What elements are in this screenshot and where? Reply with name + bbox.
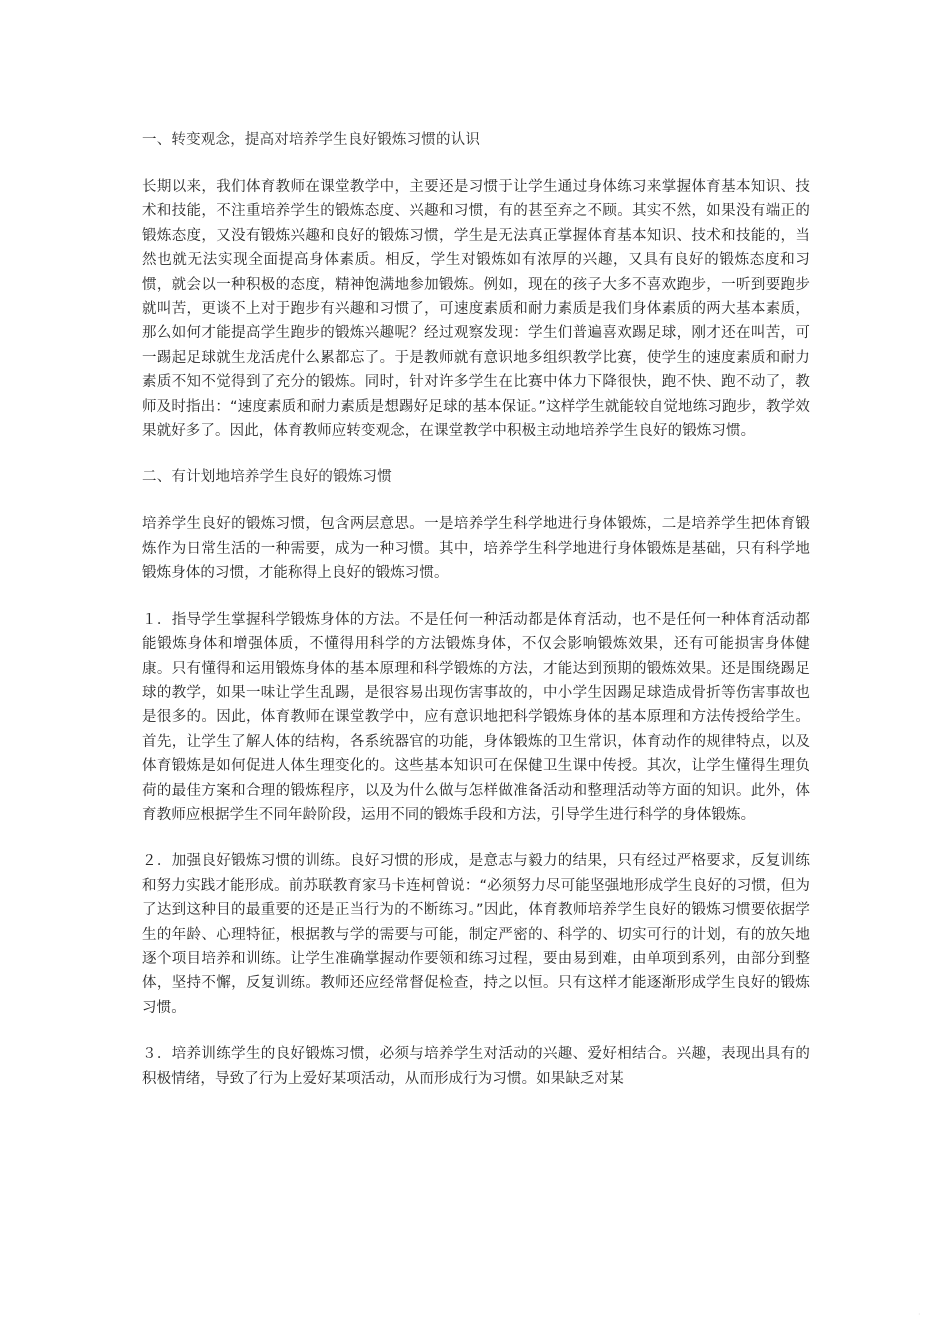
- numbered-item-2: ２．加强良好锻炼习惯的训练。良好习惯的形成，是意志与毅力的结果，只有经过严格要求，反复训练和努力实践才能形成。前苏联教育家马卡连柯曾说：“必须努力尽可能坚强地形成学生良好的习惯，但为了达到这种目的最重要的还是正当行为的不断练习。”因此，体育教师培养学生良好的锻炼习惯要依据学生的年龄、心理特征，根据教与学的需要与可能，制定严密的、科学的、切实可行的计划，有的放矢地逐个项目培养和训练。让学生准确掌握动作要领和练习过程，要由易到难，由单项到系列，由部分到整体，坚持不懈，反复训练。教师还应经常督促检查，持之以恒。只有这样才能逐渐形成学生良好的锻炼习惯。: [142, 853, 810, 1016]
- numbered-item-1: １．指导学生掌握科学锻炼身体的方法。不是任何一种活动都是体育活动，也不是任何一种体育活动都能锻炼身体和增强体质，不懂得用科学的方法锻炼身体，不仅会影响锻炼效果，还有可能损害身体健康。只有懂得和运用锻炼身体的基本原理和科学锻炼的方法，才能达到预期的锻炼效果。还是围绕踢足球的教学，如果一味让学生乱踢，是很容易出现伤害事故的，中小学生因踢足球造成骨折等伤害事故也是很多的。因此，体育教师在课堂教学中，应有意识地把科学锻炼身体的基本原理和方法传授给学生。首先，让学生了解人体的结构，各系统器官的功能，身体锻炼的卫生常识，体育动作的规律特点，以及体育锻炼是如何促进人体生理变化的。这些基本知识可在保健卫生课中传授。其次，让学生懂得生理负荷的最佳方案和合理的锻炼程序，以及为什么做与怎样做准备活动和整理活动等方面的知识。此外，体育教师应根据学生不同年龄阶段，运用不同的锻炼手段和方法，引导学生进行科学的身体锻炼。: [142, 611, 810, 823]
- section-2-intro-paragraph: 培养学生良好的锻炼习惯，包含两层意思。一是培养学生科学地进行身体锻炼，二是培养学生把体育锻炼作为日常生活的一种需要，成为一种习惯。其中，培养学生科学地进行身体锻炼是基础，只有科学地锻炼身体的习惯，才能称得上良好的锻炼习惯。: [142, 516, 810, 582]
- section-heading-2: 二、有计划地培养学生良好的锻炼习惯: [142, 469, 392, 486]
- numbered-item-3: ３．培养训练学生的良好锻炼习惯，必须与培养学生对活动的兴趣、爱好相结合。兴趣，表现出具有的积极情绪，导致了行为上爱好某项活动，从而形成行为习惯。如果缺乏对某: [142, 1046, 810, 1087]
- section-1-paragraph: 长期以来，我们体育教师在课堂教学中，主要还是习惯于让学生通过身体练习来掌握体育基本知识、技术和技能，不注重培养学生的锻炼态度、兴趣和习惯，有的甚至弃之不顾。其实不然，如果没有端正的锻炼态度，又没有锻炼兴趣和良好的锻炼习惯，学生是无法真正掌握体育基本知识、技术和技能的，当然也就无法实现全面提高身体素质。相反，学生对锻炼如有浓厚的兴趣，又具有良好的锻炼态度和习惯，就会以一种积极的态度，精神饱满地参加锻炼。例如，现在的孩子大多不喜欢跑步，一听到要跑步就叫苦，更谈不上对于跑步有兴趣和习惯了，可速度素质和耐力素质是我们身体素质的两大基本素质，那么如何才能提高学生跑步的锻炼兴趣呢？经过观察发现：学生们普遍喜欢踢足球，刚才还在叫苦，可一踢起足球就生龙活虎什么累都忘了。于是教师就有意识地多组织教学比赛，使学生的速度素质和耐力素质不知不觉得到了充分的锻炼。同时，针对许多学生在比赛中体力下降很快，跑不快、跑不动了，教师及时指出：“速度素质和耐力素质是想踢好足球的基本保证。”这样学生就能较自觉地练习跑步，教学效果就好多了。因此，体育教师应转变观念，在课堂教学中积极主动地培养学生良好的锻炼习惯。: [142, 179, 810, 440]
- corner-dot-icon: ·: [918, 1310, 921, 1319]
- section-heading-1: 一、转变观念，提高对培养学生良好锻炼习惯的认识: [142, 132, 481, 148]
- document-body: [142, 128, 810, 1113]
